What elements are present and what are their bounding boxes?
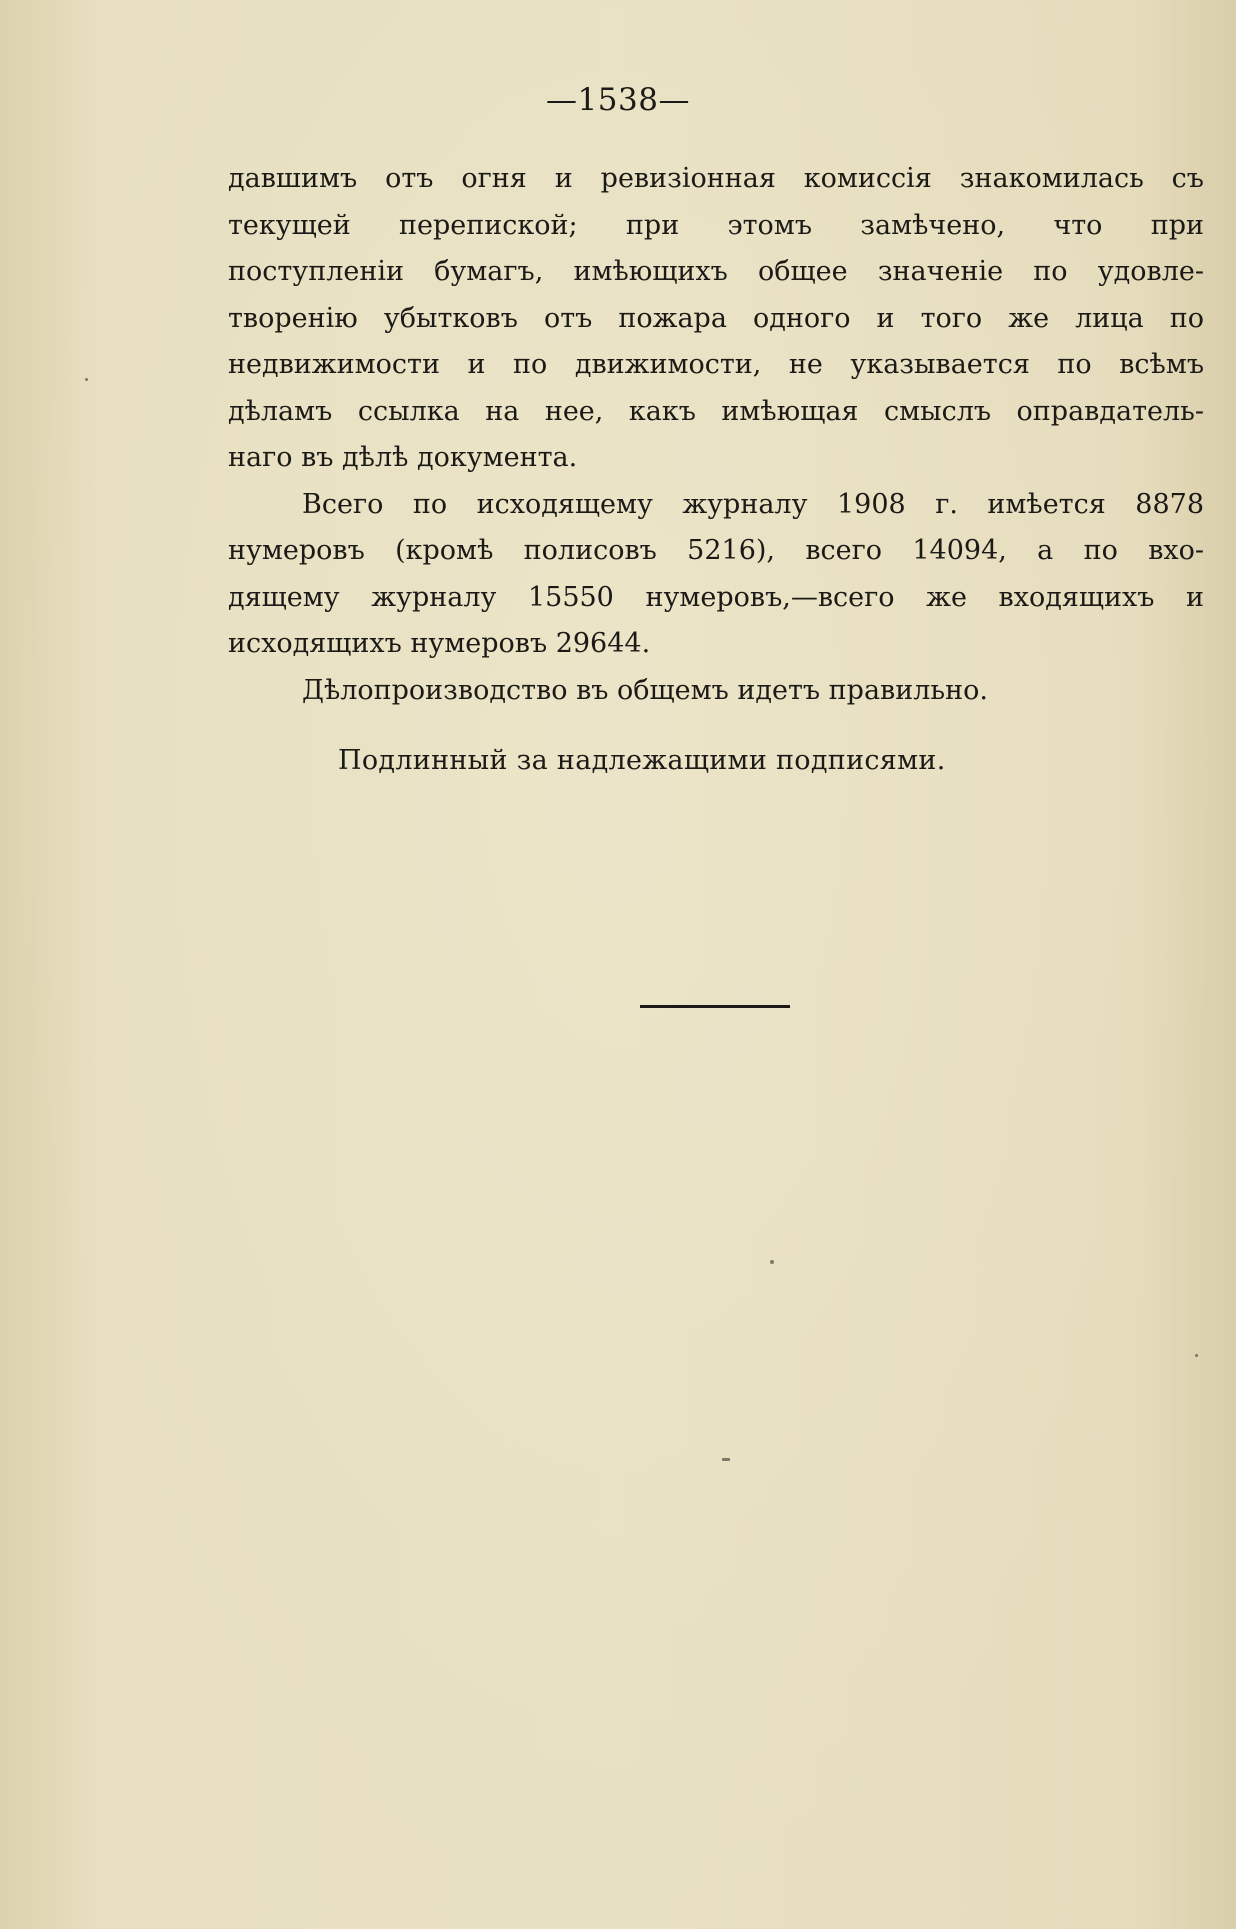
paper-speck xyxy=(85,378,88,381)
paragraph-2 xyxy=(228,482,1204,668)
signature-note: Подлинный за надлежащими подписями. xyxy=(338,745,946,776)
text-line: Всего по исходящему журналу 1908 г. имѣется 8878 xyxy=(302,488,1204,520)
text-line: текущей перепиской; при этомъ замѣчено, что при xyxy=(228,209,1204,241)
paragraph-3 xyxy=(228,668,1204,715)
paper-speck xyxy=(1195,1354,1198,1357)
text-line: нумеровъ (кромѣ полисовъ 5216), всего 14094, а по вхо- xyxy=(228,535,1204,566)
body-text xyxy=(228,156,1204,714)
text-line: дящему журналу 15550 нумеровъ,—всего же входящихъ и xyxy=(228,581,1204,613)
paper-speck xyxy=(722,1458,730,1461)
text-line: недвижимости и по движимости, не указывается по всѣмъ xyxy=(228,349,1204,380)
text-line: Дѣлопроизводство въ общемъ идетъ правильно. xyxy=(302,674,988,706)
paper-speck xyxy=(770,1260,774,1264)
text-line: творенію убытковъ отъ пожара одного и того же лица по xyxy=(228,302,1204,334)
paragraph-1 xyxy=(228,156,1204,482)
text-line: наго въ дѣлѣ документа. xyxy=(228,442,578,473)
page-number: —1538— xyxy=(546,82,690,118)
text-line: дѣламъ ссылка на нее, какъ имѣющая смыслъ оправдатель- xyxy=(228,395,1204,427)
text-line: поступленіи бумагъ, имѣющихъ общее значеніе по удовле- xyxy=(228,256,1204,287)
closing-rule xyxy=(640,1005,790,1008)
text-line: исходящихъ нумеровъ 29644. xyxy=(228,628,651,659)
text-line: давшимъ отъ огня и ревизіонная комиссія знакомилась съ xyxy=(228,163,1204,194)
